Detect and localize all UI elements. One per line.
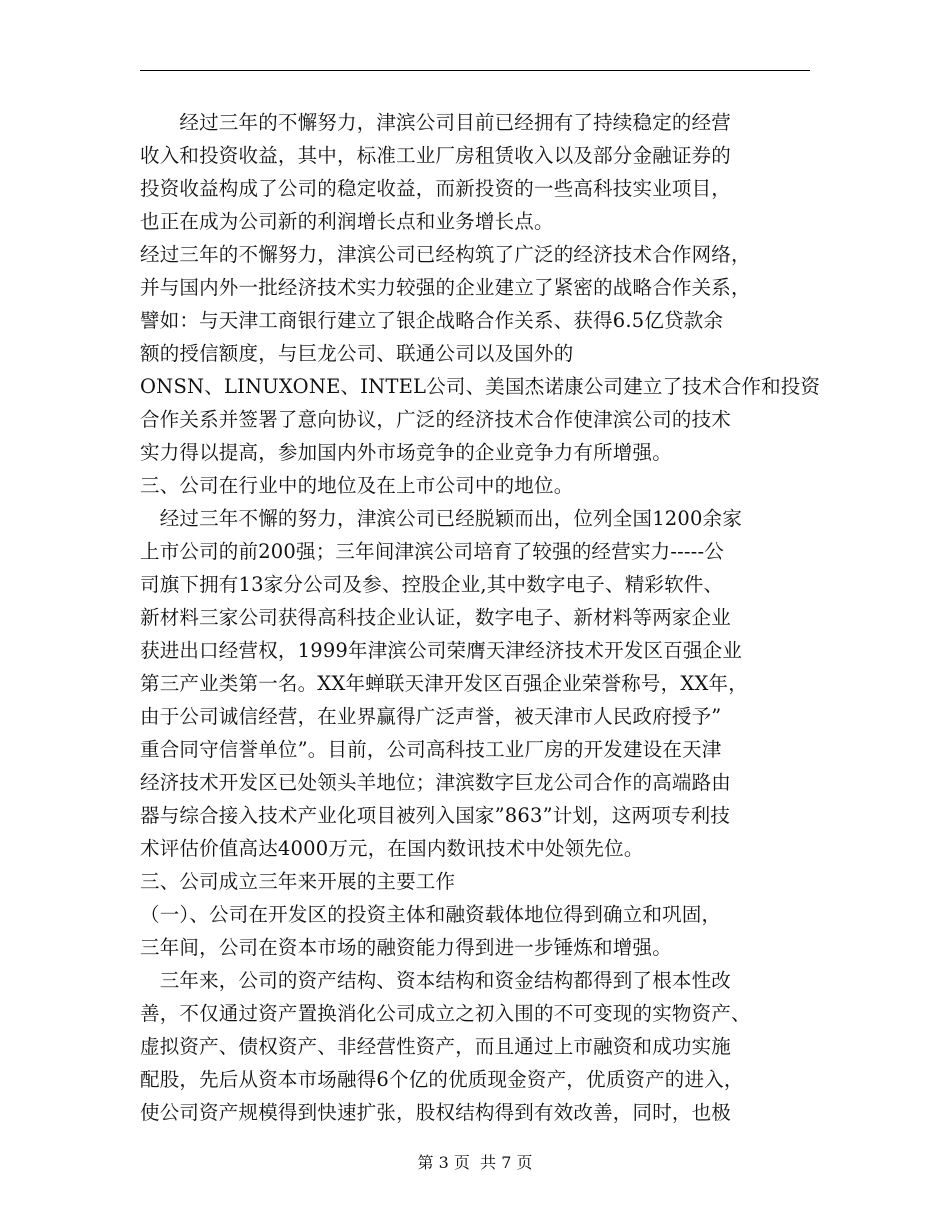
text-line: 使公司资产规模得到快速扩张，股权结构得到有效改善，同时，也极: [140, 1101, 732, 1124]
text-line: 经过三年的不懈努力，津滨公司已经构筑了广泛的经济技术合作网络，: [140, 243, 751, 266]
text-line: 三年间，公司在资本市场的融资能力得到进一步锤炼和增强。: [140, 936, 672, 959]
text-line: 譬如：与天津工商银行建立了银企战略合作关系、获得6.5亿贷款余: [140, 309, 724, 332]
section-heading: 三、公司在行业中的地位及在上市公司中的地位。: [140, 474, 574, 497]
current-page-number: 3: [438, 1153, 449, 1172]
text-line: 合作关系并签署了意向协议，广泛的经济技术合作使津滨公司的技术: [140, 408, 732, 431]
text-line: 术评估价值高达4000万元，在国内数讯技术中处领先位。: [140, 837, 644, 860]
text-line: 经过三年的不懈努力，津滨公司目前已经拥有了持续稳定的经营: [140, 111, 732, 134]
text-line: 收入和投资收益，其中，标准工业厂房租赁收入以及部分金融证券的: [140, 144, 732, 167]
text-line: 实力得以提高，参加国内外市场竞争的企业竞争力有所增强。: [140, 441, 672, 464]
text-line: 也正在成为公司新的利润增长点和业务增长点。: [140, 210, 554, 233]
text-line: 三年来，公司的资产结构、资本结构和资金结构都得到了根本性改: [140, 969, 732, 992]
text-line: 配股，先后从资本市场融得6个亿的优质现金资产，优质资产的进入，: [140, 1068, 744, 1091]
total-pages-number: 7: [501, 1153, 512, 1172]
text-line: 获进出口经营权，1999年津滨公司荣膺天津经济技术开发区百强企业: [140, 639, 743, 662]
text-line: 额的授信额度，与巨龙公司、联通公司以及国外的: [140, 342, 574, 365]
page-footer: [0, 1151, 950, 1175]
text-line: 并与国内外一批经济技术实力较强的企业建立了紧密的战略合作关系，: [140, 276, 751, 299]
text-line: 第三产业类第一名。XX年蝉联天津开发区百强企业荣誉称号，XX年，: [140, 672, 748, 695]
text-line: 经济技术开发区已处领头羊地位；津滨数字巨龙公司合作的高端路由: [140, 771, 732, 794]
section-heading: 三、公司成立三年来开展的主要工作: [140, 870, 456, 893]
footer-label-page: 第: [417, 1153, 434, 1172]
text-line: 器与综合接入技术产业化项目被列入国家”863”计划，这两项专利技: [140, 804, 731, 827]
text-line: 重合同守信誉单位”。目前，公司高科技工业厂房的开发建设在天津: [140, 738, 722, 761]
footer-label-pages: 页: [516, 1153, 533, 1172]
subsection-heading: （一）、公司在开发区的投资主体和融资载体地位得到确立和巩固，: [140, 903, 722, 926]
header-rule: [140, 70, 810, 71]
text-line: ONSN、LINUXONE、INTEL公司、美国杰诺康公司建立了技术合作和投资: [140, 375, 821, 398]
text-line: 善，不仅通过资产置换消化公司成立之初入围的不可变现的实物资产、: [140, 1002, 751, 1025]
text-line: 经过三年不懈的努力，津滨公司已经脱颖而出，位列全国1200余家: [140, 507, 743, 530]
text-line: 投资收益构成了公司的稳定收益，而新投资的一些高科技实业项目，: [140, 177, 732, 200]
text-line: 由于公司诚信经营，在业界赢得广泛声誉，被天津市人民政府授予”: [140, 705, 722, 728]
footer-label-of: 页 共: [453, 1153, 497, 1172]
text-line: 新材料三家公司获得高科技企业认证，数字电子、新材料等两家企业: [140, 606, 732, 629]
text-line: 司旗下拥有13家分公司及参、控股企业,其中数字电子、精彩软件、: [140, 573, 724, 596]
document-body: [140, 106, 821, 1129]
text-line: 虚拟资产、债权资产、非经营性资产，而且通过上市融资和成功实施: [140, 1035, 732, 1058]
text-line: 上市公司的前200强；三年间津滨公司培育了较强的经营实力-----公: [140, 540, 724, 563]
